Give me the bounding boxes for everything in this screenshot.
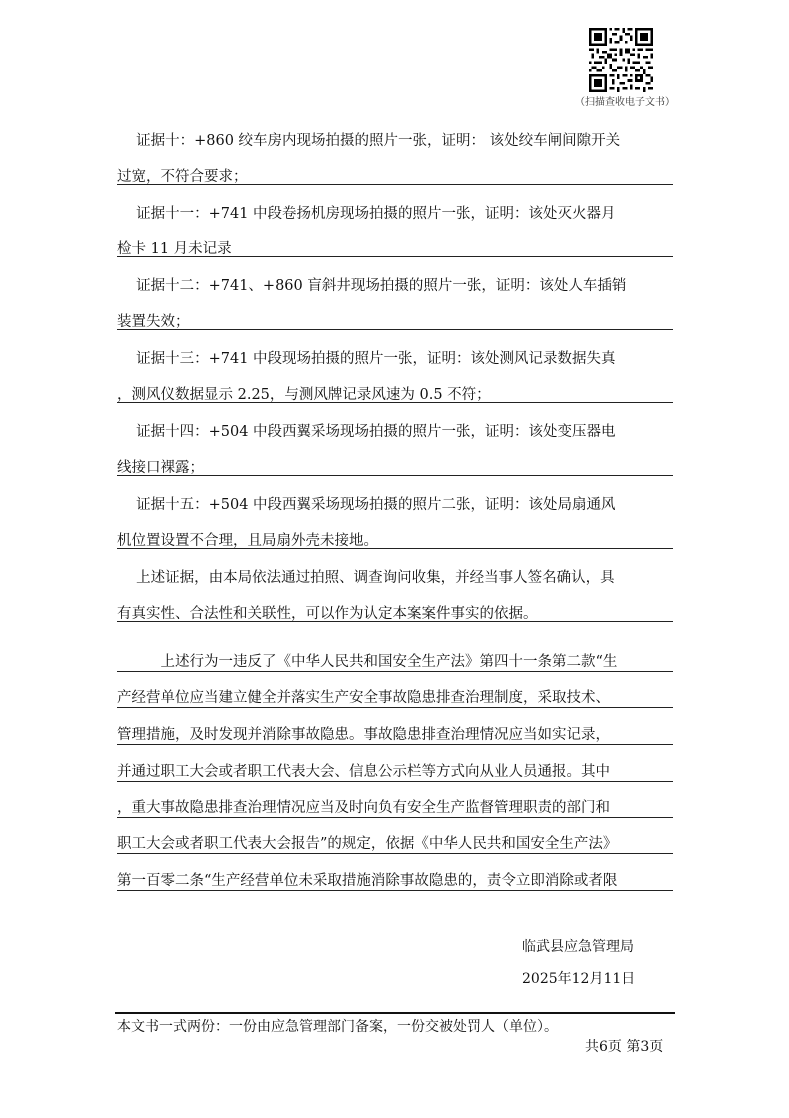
page-number: 共6页 第3页 — [585, 1039, 664, 1055]
footer-divider — [115, 1012, 675, 1014]
body-line: 上述行为一违反了《中华人民共和国安全生产法》第四十一条第二款“生 — [117, 654, 618, 670]
line-rule — [117, 890, 673, 891]
footer-note: 本文书一式两份：一份由应急管理部门备案，一份交被处罚人（单位）。 — [117, 1019, 558, 1035]
line-rule — [117, 817, 673, 818]
line-rule — [117, 707, 673, 708]
body-line: 机位置设置不合理，且局扇外壳未接地。 — [117, 533, 378, 549]
line-rule — [117, 744, 673, 745]
body-line: 证据十五：+504 中段西翼采场现场拍摄的照片二张，证明：该处局扇通风 — [117, 497, 616, 513]
qr-code — [589, 28, 653, 92]
line-rule — [117, 781, 673, 782]
body-line: 过宽，不符合要求； — [117, 169, 248, 185]
body-line: 线接口裸露； — [117, 460, 204, 476]
body-line: 上述证据，由本局依法通过拍照、调查询问收集，并经当事人签名确认，具 — [117, 570, 615, 586]
body-line: 证据十四：+504 中段西翼采场现场拍摄的照片一张，证明：该处变压器电 — [117, 424, 616, 440]
qr-caption: （扫描查收电子文书） — [575, 97, 675, 108]
body-line: 有真实性、合法性和关联性，可以作为认定本案案件事实的依据。 — [117, 606, 538, 622]
body-line: 第一百零二条“生产经营单位未采取措施消除事故隐患的，责令立即消除或者限 — [117, 873, 618, 889]
body-line: 装置失效； — [117, 314, 190, 330]
body-line: 管理措施，及时发现并消除事故隐患。事故隐患排查治理情况应当如实记录， — [117, 727, 610, 743]
body-line: 产经营单位应当建立健全并落实生产安全事故隐患排查治理制度，采取技术、 — [117, 690, 610, 706]
line-rule — [117, 621, 673, 622]
line-rule — [117, 402, 673, 403]
body-line: 证据十：+860 绞车房内现场拍摄的照片一张，证明： 该处绞车闸间隙开关 — [117, 133, 621, 149]
line-rule — [117, 853, 673, 854]
body-line: 证据十三：+741 中段现场拍摄的照片一张，证明：该处测风记录数据失真 — [117, 351, 616, 367]
body-line: ，重大事故隐患排查治理情况应当及时向负有安全生产监督管理职责的部门和 — [117, 800, 610, 816]
line-rule — [117, 256, 673, 257]
body-line: 证据十一：+741 中段卷扬机房现场拍摄的照片一张，证明：该处灭火器月 — [117, 206, 616, 222]
body-line: 职工大会或者职工代表大会报告”的规定，依据《中华人民共和国安全生产法》 — [117, 836, 618, 852]
line-rule — [117, 475, 673, 476]
body-line: 检卡 11 月未记录 — [117, 241, 232, 257]
line-rule — [117, 184, 673, 185]
line-rule — [117, 548, 673, 549]
line-rule — [117, 671, 673, 672]
line-rule — [117, 329, 673, 330]
issue-date: 2025年12月11日 — [522, 971, 636, 987]
body-line: 并通过职工大会或者职工代表大会、信息公示栏等方式向从业人员通报。其中 — [117, 764, 610, 780]
body-line: ，测风仪数据显示 2.25，与测风牌记录风速为 0.5 不符； — [117, 387, 491, 403]
body-line: 证据十二：+741、+860 盲斜井现场拍摄的照片一张，证明：该处人车插销 — [117, 278, 627, 294]
issuing-agency: 临武县应急管理局 — [522, 939, 634, 955]
